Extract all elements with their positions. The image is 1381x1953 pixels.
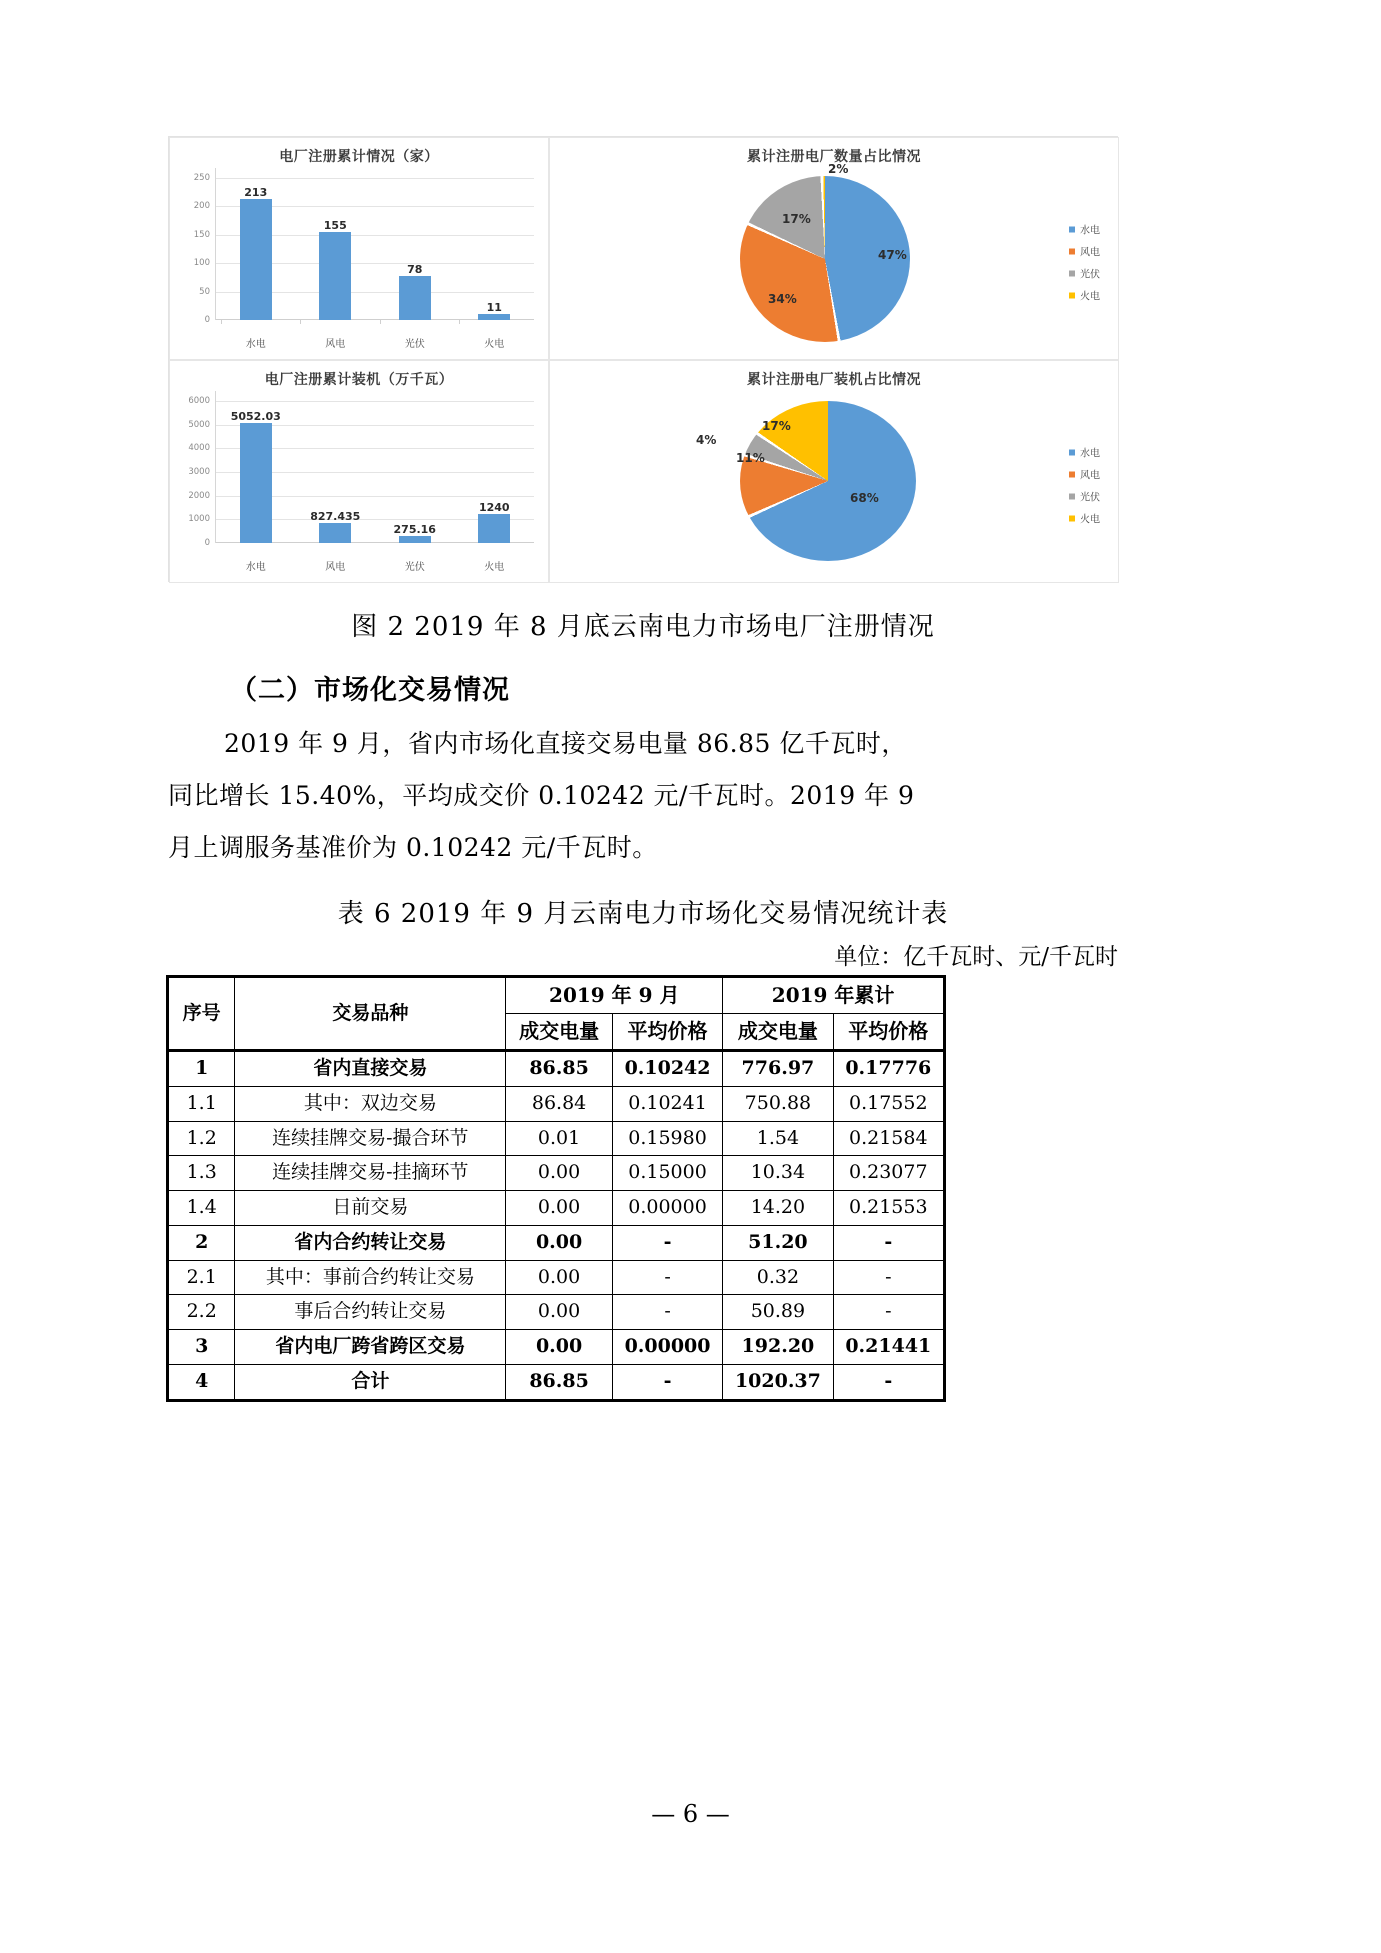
bar-chart-capacity [170,391,548,581]
cell-seq: 1.4 [168,1191,235,1226]
xtick-label: 火电 [484,562,505,573]
ytick: 2000 [188,490,210,501]
cell-cumulative-price: 0.23077 [833,1156,944,1191]
table-header-row-1 [168,977,945,1014]
cell-seq: 2 [168,1225,235,1260]
cell-kind: 省内直接交易 [235,1051,506,1087]
legend-item-hydro [1069,222,1100,237]
table-row [168,1225,945,1260]
paragraph-text: 同比增长 15.40%，平均成交价 0.10242 元/千瓦时。2019 年 9 [168,781,915,810]
legend-item-wind [1069,467,1100,482]
plot-area [193,173,534,325]
chart-title-capacity-share: 累计注册电厂装机占比情况 [747,372,921,388]
cell-cumulative-volume: 14.20 [723,1191,833,1226]
ytick: 200 [193,201,210,212]
pie-slice-label-thermal: 17% [762,419,791,433]
cell-cumulative-price: - [833,1260,944,1295]
x-axis-labels [216,335,534,350]
ytick: 5000 [188,419,210,430]
cell-cumulative-volume: 750.88 [723,1086,833,1121]
legend-swatch-icon [1069,226,1075,232]
bar-item [380,401,450,543]
paragraph-line-1 [168,718,1118,770]
cell-cumulative-price: 0.17552 [833,1086,944,1121]
pie-chart-count-share [550,164,1118,360]
paragraph-text: 月上调服务基准价为 0.10242 元/千瓦时。 [168,833,658,862]
legend-swatch-icon [1069,515,1075,521]
cell-month-price: - [612,1225,722,1260]
bar-item [300,401,370,543]
header-month-volume: 成交电量 [506,1014,613,1051]
header-month-price: 平均价格 [612,1014,722,1051]
cell-kind: 日前交易 [235,1191,506,1226]
legend-item-hydro [1069,445,1100,460]
cell-cumulative-price: 0.21584 [833,1121,944,1156]
cell-seq: 1.3 [168,1156,235,1191]
cell-seq: 2.1 [168,1260,235,1295]
bar-rect [478,514,510,543]
cell-cumulative-volume: 10.34 [723,1156,833,1191]
table-row [168,1260,945,1295]
section-heading: （二）市场化交易情况 [230,675,510,706]
cell-kind: 事后合约转让交易 [235,1295,506,1330]
bar-series [216,401,534,543]
plot-area [188,396,534,548]
bar-value-label: 11 [486,300,502,314]
chart-panel-plant-count-pie [549,137,1119,360]
cell-cumulative-volume: 0.32 [723,1260,833,1295]
cell-cumulative-volume: 192.20 [723,1330,833,1365]
header-kind: 交易品种 [235,977,506,1051]
bar-item [380,178,450,320]
legend-item-thermal [1069,511,1100,526]
pie-slice-label-hydro: 47% [878,248,907,262]
cell-month-price: - [612,1364,722,1400]
cell-month-volume: 0.00 [506,1330,613,1365]
bar-value-label: 155 [323,218,347,232]
legend-label: 风电 [1080,247,1100,259]
bar-item [300,178,370,320]
header-group-month: 2019 年 9 月 [506,977,723,1014]
table-head [168,977,945,1051]
page-number: — 6 — [651,1800,730,1828]
cell-month-volume: 0.00 [506,1260,613,1295]
xtick-label: 水电 [245,562,266,573]
table-caption: 表 6 2019 年 9 月云南电力市场化交易情况统计表 [337,899,949,929]
pie-legend [1069,222,1100,303]
table-row [168,1330,945,1365]
cell-cumulative-price: 0.21441 [833,1330,944,1365]
cell-kind: 其中：双边交易 [235,1086,506,1121]
cell-seq: 1.2 [168,1121,235,1156]
cell-cumulative-price: 0.21553 [833,1191,944,1226]
cell-month-volume: 0.01 [506,1121,613,1156]
bar-rect [319,523,351,543]
legend-swatch-icon [1069,471,1075,477]
cell-seq: 2.2 [168,1295,235,1330]
cell-month-volume: 86.84 [506,1086,613,1121]
cell-kind: 连续挂牌交易-撮合环节 [235,1121,506,1156]
pie-slice-label-solar: 17% [782,212,811,226]
xtick-label: 风电 [325,562,346,573]
bar-value-label: 213 [244,186,268,200]
cell-month-volume: 0.00 [506,1156,613,1191]
legend-item-solar [1069,489,1100,504]
bar-value-label: 827.435 [310,510,361,524]
cell-cumulative-volume: 776.97 [723,1051,833,1087]
xtick-label: 风电 [325,339,346,350]
legend-swatch-icon [1069,292,1075,298]
cell-month-price: - [612,1260,722,1295]
cell-month-price: - [612,1295,722,1330]
cell-cumulative-price: 0.17776 [833,1051,944,1087]
cell-cumulative-volume: 51.20 [723,1225,833,1260]
cell-kind: 合计 [235,1364,506,1400]
cell-cumulative-volume: 1.54 [723,1121,833,1156]
legend-swatch-icon [1069,270,1075,276]
bar-value-label: 5052.03 [230,410,281,424]
table-row [168,1121,945,1156]
figure-caption: 图 2 2019 年 8 月底云南电力市场电厂注册情况 [351,612,935,642]
bar-rect [240,423,272,543]
bar-item [459,178,529,320]
table-row [168,1364,945,1400]
cell-kind: 省内合约转让交易 [235,1225,506,1260]
xtick-label: 光伏 [404,562,425,573]
legend-item-solar [1069,266,1100,281]
bar-rect [399,276,431,320]
pie-slice-label-wind: 11% [736,451,765,465]
bar-item [221,401,291,543]
legend-item-thermal [1069,288,1100,303]
ytick: 150 [193,229,210,240]
cell-seq: 1 [168,1051,235,1087]
cell-seq: 1.1 [168,1086,235,1121]
paragraph-line-3 [168,822,1118,874]
table-unit-note: 单位：亿千瓦时、元/千瓦时 [834,944,1118,970]
bar-value-label: 275.16 [393,523,436,537]
cell-kind: 省内电厂跨省跨区交易 [235,1330,506,1365]
ytick: 3000 [188,467,210,477]
chart-panel-capacity-pie [549,360,1119,583]
cell-cumulative-price: - [833,1225,944,1260]
pie-slice-label-solar: 4% [696,433,717,447]
ytick: 4000 [188,443,210,454]
ytick: 250 [193,173,210,183]
market-transaction-table [166,975,946,1402]
legend-swatch-icon [1069,248,1075,254]
x-axis-labels [216,558,534,573]
paragraph-line-2 [168,770,1118,822]
ytick: 1000 [188,514,210,525]
table-row [168,1191,945,1226]
chart-title-plant-count: 电厂注册累计情况（家） [279,149,439,165]
table-row [168,1295,945,1330]
cell-month-price: 0.00000 [612,1330,722,1365]
pie-slice-label-hydro: 68% [850,491,879,505]
chart-title-capacity: 电厂注册累计装机（万千瓦） [264,372,454,388]
bar-rect [399,536,431,543]
pie-legend [1069,445,1100,526]
bar-item [221,178,291,320]
chart-panel-capacity-bar [169,360,549,583]
chart-title-count-share: 累计注册电厂数量占比情况 [747,149,921,165]
header-cumulative-price: 平均价格 [833,1014,944,1051]
cell-cumulative-price: - [833,1295,944,1330]
header-group-cumulative: 2019 年累计 [723,977,945,1014]
xtick-label: 水电 [245,339,266,350]
legend-swatch-icon [1069,493,1075,499]
bar-value-label: 1240 [478,500,510,514]
cell-month-volume: 0.00 [506,1295,613,1330]
ytick: 6000 [188,396,210,406]
cell-kind: 其中：事前合约转让交易 [235,1260,506,1295]
table-row [168,1156,945,1191]
cell-cumulative-volume: 50.89 [723,1295,833,1330]
legend-label: 风电 [1080,470,1100,482]
bar-rect [478,314,510,320]
table-body [168,1051,945,1401]
ytick: 50 [199,286,210,297]
pie-slice-label-thermal: 2% [828,162,849,176]
legend-item-wind [1069,244,1100,259]
header-seq: 序号 [168,977,235,1051]
cell-month-volume: 0.00 [506,1191,613,1226]
legend-label: 火电 [1080,291,1100,303]
cell-seq: 3 [168,1330,235,1365]
chart-panel-plant-count-bar [169,137,549,360]
legend-label: 水电 [1080,225,1100,237]
table-row [168,1086,945,1121]
bar-rect [319,232,351,320]
cell-month-volume: 0.00 [506,1225,613,1260]
xtick-label: 光伏 [404,339,425,350]
bar-value-label: 78 [407,262,423,276]
legend-swatch-icon [1069,449,1075,455]
cell-month-price: 0.10241 [612,1086,722,1121]
pie-chart-capacity-share [550,387,1118,583]
cell-month-volume: 86.85 [506,1051,613,1087]
cell-seq: 4 [168,1364,235,1400]
bar-chart-plant-count [170,168,548,358]
paragraph-text: 2019 年 9 月，省内市场化直接交易电量 86.85 亿千瓦时， [224,729,907,758]
bar-rect [240,199,272,320]
cell-month-volume: 86.85 [506,1364,613,1400]
legend-label: 光伏 [1080,492,1100,504]
figure-2-charts [168,136,1118,582]
pie-slice-label-wind: 34% [768,292,797,306]
cell-cumulative-volume: 1020.37 [723,1364,833,1400]
cell-month-price: 0.10242 [612,1051,722,1087]
ytick: 0 [204,538,210,548]
bar-item [459,401,529,543]
header-cumulative-volume: 成交电量 [723,1014,833,1051]
xtick-label: 火电 [484,339,505,350]
cell-month-price: 0.00000 [612,1191,722,1226]
cell-cumulative-price: - [833,1364,944,1400]
table-row [168,1051,945,1087]
ytick: 100 [193,258,210,269]
legend-label: 水电 [1080,448,1100,460]
ytick: 0 [204,315,210,325]
cell-kind: 连续挂牌交易-挂摘环节 [235,1156,506,1191]
legend-label: 火电 [1080,514,1100,526]
cell-month-price: 0.15980 [612,1121,722,1156]
cell-month-price: 0.15000 [612,1156,722,1191]
bar-series [216,178,534,320]
legend-label: 光伏 [1080,269,1100,281]
